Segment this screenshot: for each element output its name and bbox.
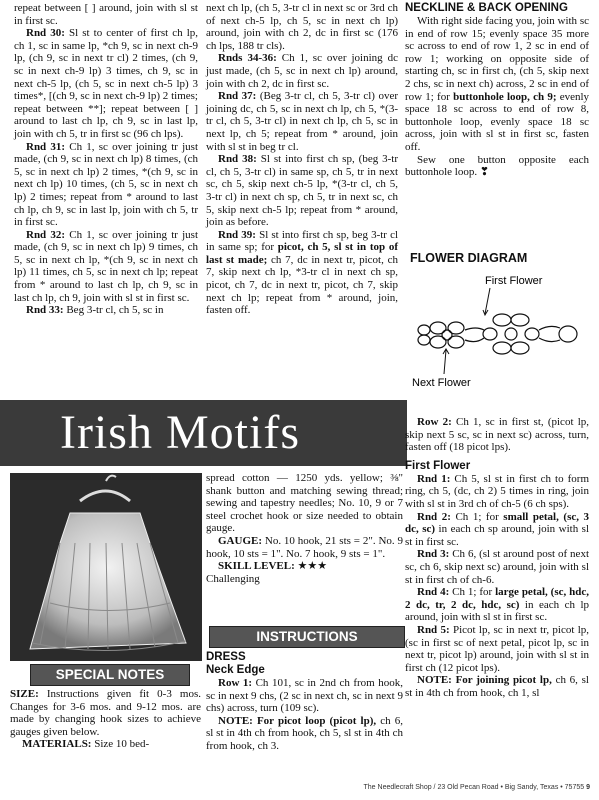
picot-note: NOTE: For picot loop (picot lp), ch 6, sl st in 4th ch from hook, ch 5, sl st in 4th ch from hook, ch 3. xyxy=(206,714,403,752)
skill-paragraph: SKILL LEVEL: ★★★ xyxy=(218,560,328,573)
paragraph: next ch lp, (ch 5, 3-tr cl in next sc or 3rd ch of next ch-5 lp, ch 5, sc in next ch lp) around, join with ch 2, dc in first sc (176 ch lps, 188 tr cls). xyxy=(206,2,398,52)
round-38: Rnd 38: Sl st into first ch sp, (beg 3-tr cl, ch 5, 3-tr cl) in same sp, ch 5, tr in next sc, ch 5, skip next ch-5 lp, *(3-tr cl, ch 5, 3-tr cl) in next ch sp, ch 5, tr in next sc, ch 5, skip next ch-5 lp; repeat from * around, join as before. xyxy=(206,153,399,229)
flower-round-4: Rnd 4: Ch 1; for large petal, (sc, hdc, 2 dc, tr, 2 dc, hdc, sc) in each ch lp around, join with sl st in first sc. xyxy=(405,586,590,624)
materials-continued xyxy=(206,472,403,585)
flower-round-2: Rnd 2: Ch 1; for small petal, (sc, 3 dc, sc) in each ch sp around, join with sl st in first sc. xyxy=(405,510,590,548)
materials-paragraph: MATERIALS: Size 10 bed- xyxy=(22,738,150,751)
skill-value: Challenging xyxy=(206,572,260,585)
page-footer: The Needlecraft Shop / 23 Old Pecan Road • Big Sandy, Texas • 75755 9 xyxy=(363,784,590,791)
joining-note: NOTE: For joining picot lp, ch 6, sl st in 4th ch from hook, ch 1, sl xyxy=(405,674,589,699)
paragraph: spread cotton — 1250 yds. yellow; ⅜" shank button and matching sewing thread; sewing and tapestry needles; No. 10, 9 or 7 steel crochet hook or size needed to obtain gauge. xyxy=(206,472,403,535)
neckline-heading: NECKLINE & BACK OPENING xyxy=(405,2,568,14)
flower-round-5: Rnd 5: Picot lp, sc in next tr, picot lp, (sc in first sc of next petal, picot lp, sc in next tr, picot lp) around, join with sl st in first ch (12 picot lps). xyxy=(405,623,590,674)
row-2: Row 2: Ch 1, sc in first st, (picot lp, skip next 5 sc, sc in next sc) across, turn, fasten off (18 picot lps). xyxy=(405,416,590,454)
round-30: Rnd 30: Sl st to center of first ch lp, ch 1, sc in same lp, *ch 9, sc in next ch-9 lp, (ch 9, sc in next tr cl) 2 times, (ch 9, sc in next ch-9 lp) 3 times, ch 9, sc in next ch-5 lp, (ch 5, sc in next ch-5 lp) 3 times*, [(ch 9, sc in next ch-9 lp) 2 times; repeat between **]; repeat between [ ] around to last ch lp, ch 9, sc in last lp, join with ch 5, tr in first sc (96 ch lps). xyxy=(14,27,199,140)
flower-diagram xyxy=(410,268,590,393)
gauge-paragraph: GAUGE: No. 10 hook, 21 sts = 2". No. 9 hook, 10 sts = 1". No. 7 hook, 9 sts = 1". xyxy=(206,534,404,560)
round-39: Rnd 39: Sl st into first ch sp, beg 3-tr cl in same sp; for picot, ch 5, sl st in top of last st made; ch 7, dc in next tr, picot, ch 7, skip next ch lp, *3-tr cl in next ch sp, picot, ch 7, dc in next tr, picot, ch 7, skip next ch lp; repeat from * around, join, fasten off. xyxy=(206,228,399,317)
round-32: Rnd 32: Ch 1, sc over joining tr just made, (ch 9, sc in next ch lp) 9 times, ch 5, sc in next ch lp, *(ch 9, sc in next ch lp) 11 times, ch 5, sc in next ch lp; repeat from * around to last ch lp, ch 9, sc in last ch lp, ch 9, join with sl st in first sc. xyxy=(14,228,199,304)
first-flower-label: First Flower xyxy=(485,275,543,287)
neck-edge-heading: Neck Edge xyxy=(206,664,265,676)
rounds-34-36: Rnds 34-36: Ch 1, sc over joining dc just made, (ch 5, sc in next ch lp) around, join with ch 2, dc in first sc. xyxy=(206,52,398,90)
dress-photo xyxy=(10,473,202,661)
first-flower-heading: First Flower xyxy=(405,459,471,472)
round-31: Rnd 31: Ch 1, sc over joining tr just made, (ch 9, sc in next ch lp) 8 times, (ch 5, sc in next ch lp) 2 times, *(ch 9, sc in next ch lp) 10 times, (ch 5, sc in next ch lp) 2 times; repeat from * around to last ch lp, ch 9, sc in last lp, join with ch 5, tr in first sc. xyxy=(14,140,199,229)
flower-round-1: Rnd 1: Ch 5, sl st in first ch to form ring, ch 5, (dc, ch 2) 5 times in ring, join with sl st in 3rd ch of ch-5 (6 ch sps). xyxy=(405,472,590,510)
flower-instructions xyxy=(405,416,589,699)
flower-shape xyxy=(418,314,577,354)
round-33: Rnd 33: Beg 3-tr cl, ch 5, sc in xyxy=(26,304,164,317)
paragraph: Sew one button opposite each buttonhole loop. ❣ xyxy=(405,153,589,179)
flower-round-3: Rnd 3: Ch 6, (sl st around post of next sc, ch 6, skip next sc) around, join with sl st in first ch of ch-6. xyxy=(405,548,589,586)
column-1 xyxy=(14,2,198,317)
notes-text xyxy=(10,688,201,751)
page-number: 9 xyxy=(586,784,590,791)
instructions-heading: INSTRUCTIONS xyxy=(209,626,405,648)
diagram-title: FLOWER DIAGRAM xyxy=(410,251,528,265)
size-paragraph: SIZE: Instructions given fit 0-3 mos. Changes for 3-6 mos. and 9-12 mos. are made by changing hook sizes to achieve gauges given below. xyxy=(10,688,202,738)
column-2 xyxy=(206,2,398,317)
paragraph: With right side facing you, join with sc in end of row 15; evenly space 35 more sc across to end of row 1, 2 sc in end of row 1; working on opposite side of starting ch, sc in first ch, (ch 5, skip next 2 chs, sc in next ch) across, 2 sc in end of row 1; for buttonhole loop, ch 9; evenly space 18 sc across to end of row 8, buttonhole loop, evenly space 18 sc across, join with sl st in first sc, fasten off. xyxy=(405,15,590,153)
row-1: Row 1: Ch 101, sc in 2nd ch from hook, sc in next 9 chs, (2 sc in next ch, sc in next 9 chs) across, turn (109 sc). xyxy=(206,677,403,715)
skill-stars: ★★★ xyxy=(297,560,328,573)
end-mark-icon: ❣ xyxy=(477,166,490,179)
round-37: Rnd 37: (Beg 3-tr cl, ch 5, 3-tr cl) over joining dc, ch 5, sc in next ch lp, ch 5, *(3-tr cl, ch 5, 3-tr cl) in next ch lp, ch 5, sc in next lp, ch 5; repeat from * around, join with sl st in beg tr cl. xyxy=(206,90,399,153)
dress-heading: DRESS xyxy=(206,651,246,663)
column-3 xyxy=(405,2,589,179)
page-title: Irish Motifs xyxy=(60,406,300,459)
dress-instructions xyxy=(206,651,403,753)
special-notes-heading: SPECIAL NOTES xyxy=(30,664,190,686)
next-flower-label: Next Flower xyxy=(412,377,471,389)
paragraph: repeat between [ ] around, join with sl st in first sc. xyxy=(14,2,198,27)
